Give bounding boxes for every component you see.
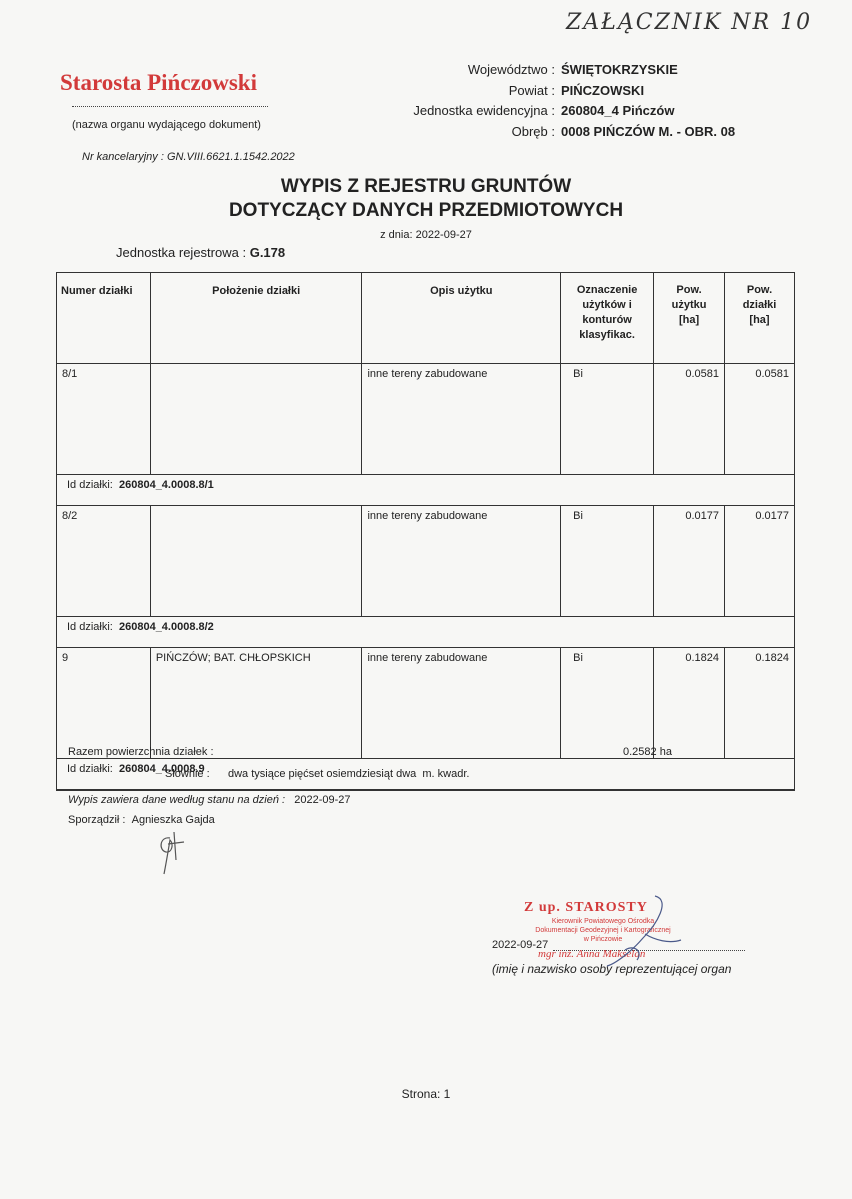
handwritten-annotation: ZAŁĄCZNIK NR 10 [566,10,813,35]
land-register-table [56,272,795,791]
id-label: Id działki: [67,763,113,775]
id-row [57,475,795,506]
header-pow-uzytku: Pow. użytku [ha] [654,273,725,364]
location-row: Województwo : ŚWIĘTOKRZYSKIE [467,62,678,77]
cell-opis: inne tereny zabudowane [362,506,561,617]
cell-pow-dzialki: 0.0581 [725,364,795,475]
summary-value: 0.2582 ha [623,746,672,758]
cell-pow-uzytku: 0.1824 [654,648,725,759]
cell-polozenie [150,506,362,617]
table-row [57,364,795,475]
signature-date: 2022-09-27 [492,939,549,951]
id-value: 260804_4.0008.8/2 [118,621,214,633]
header-polozenie: Położenie działki [150,273,362,364]
cell-oznaczenie: Bi [561,506,654,617]
header-opis: Opis użytku [362,273,561,364]
issuer-note: (nazwa organu wydającego dokument) [72,119,261,131]
document-date: z dnia: 2022-09-27 [380,229,472,241]
id-label: Id działki: [67,479,113,491]
stamp-text: Kierownik Powiatowego Ośrodka Dokumentacji Geodezyjnej i Kartograficznej w Pińczowie [535,918,671,943]
wypis-state: Wypis zawiera dane według stanu na dzień : 2022-09-27 [68,794,351,806]
cell-opis: inne tereny zabudowane [362,364,561,475]
jednostka-rejestrowa: Jednostka rejestrowa : G.178 [116,245,286,260]
cell-pow-dzialki: 0.1824 [725,648,795,759]
header-numer: Numer działki [57,273,151,364]
stamp-title: Z up. STAROSTY [524,900,648,915]
document-title-line2: DOTYCZĄCY DANYCH PRZEDMIOTOWYCH [228,200,624,221]
id-label: Id działki: [67,621,113,633]
cell-numer: 8/2 [57,506,151,617]
cell-oznaczenie: Bi [561,364,654,475]
sporzadzil: Sporządził : Agnieszka Gajda [68,814,215,826]
issuer-dotted-line [72,96,268,107]
document-title-line1: WYPIS Z REJESTRU GRUNTÓW [280,176,572,197]
cell-pow-dzialki: 0.0177 [725,506,795,617]
page-number: Strona: 1 [401,1087,451,1101]
cell-opis: inne tereny zabudowane [362,648,561,759]
id-row [57,617,795,648]
header-pow-dzialki: Pow. działki [ha] [725,273,795,364]
cell-polozenie: PIŃCZÓW; BAT. CHŁOPSKICH [150,648,362,759]
issuer-name: Starosta Pińczowski [60,70,257,95]
location-row: Jednostka ewidencyjna : 260804_4 Pińczów [413,103,675,118]
header-oznaczenie: Oznaczenie użytków i konturów klasyfikac. [561,273,654,364]
cell-pow-uzytku: 0.0581 [654,364,725,475]
cell-numer: 9 [57,648,151,759]
stamp-name: mgr inż. Anna Makselan [538,948,646,960]
handwritten-initials [152,826,192,878]
signature-caption: (imię i nazwisko osoby reprezentującej organ [492,962,732,976]
cell-polozenie [150,364,362,475]
location-row: Obręb : 0008 PIŃCZÓW M. - OBR. 08 [511,123,736,139]
summary-label: Razem powierzchnia działek : [68,746,214,758]
cell-pow-uzytku: 0.0177 [654,506,725,617]
summary-words: Słownie : dwa tysiące pięćset osiemdziesiąt dwa m. kwadr. [165,768,470,780]
id-value: 260804_4.0008.9 [118,763,205,775]
id-value: 260804_4.0008.8/1 [118,479,214,491]
cell-numer: 8/1 [57,364,151,475]
table-row [57,506,795,617]
location-block [360,62,760,144]
kancelaryjny-number: Nr kancelaryjny : GN.VIII.6621.1.1542.2022 [82,151,295,163]
location-row: Powiat : PIŃCZOWSKI [508,82,645,98]
table-header-row [57,273,795,364]
cell-oznaczenie: Bi [561,648,654,759]
table-row [57,648,795,759]
